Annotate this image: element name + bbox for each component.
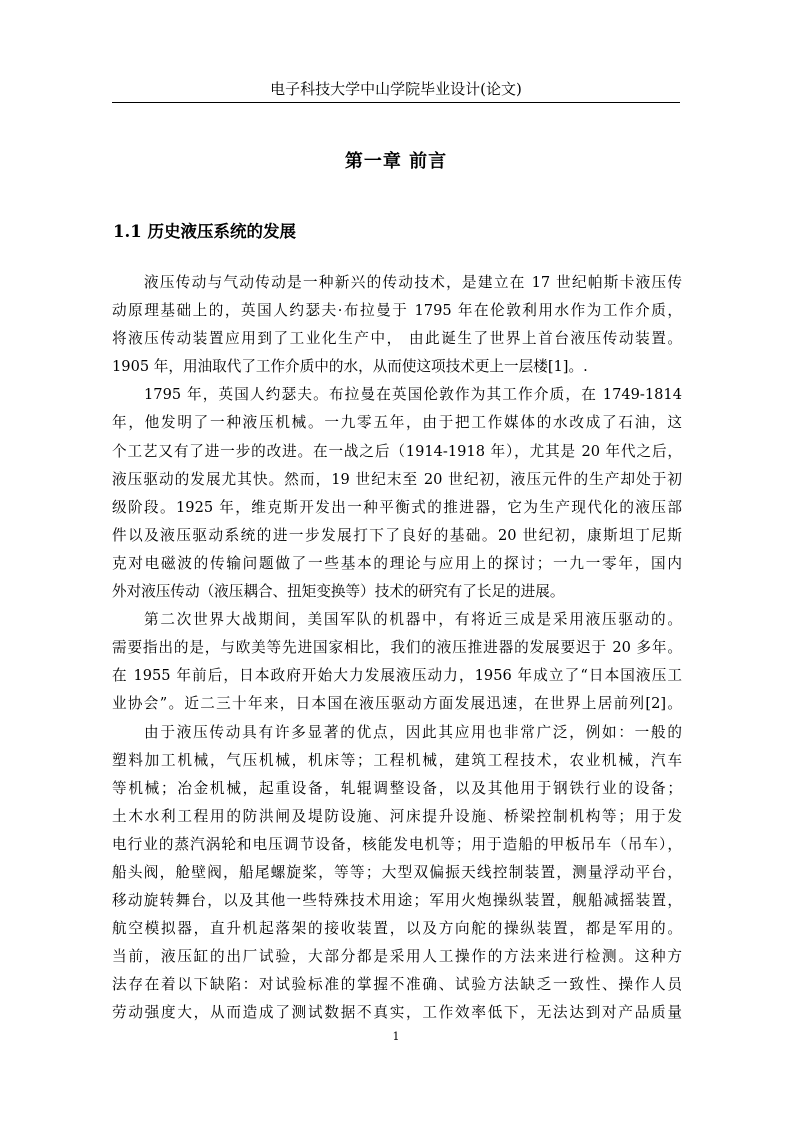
paragraph-1-line-4: 1905 年，用油取代了工作介质中的水，从而使这项技术更上一层楼[1]。. [112,358,588,376]
paragraph-2-line-2: 年，他发明了一种液压机械。一九零五年，由于把工作媒体的水改成了石油，这 [112,414,682,432]
paragraph-2-line-7: 克对电磁波的传输问题做了一些基本的理论与应用上的探讨；一九一零年，国内 [112,554,682,572]
paragraph-1-line-2: 动原理基础上的，英国人约瑟夫·布拉曼于 1795 年在伦敦利用水作为工作介质， [112,302,682,320]
paragraph-4-line-2: 塑料加工机械，气压机械，机床等；工程机械，建筑工程技术，农业机械，汽车 [112,751,682,769]
paragraph-3-line-4: 业协会”。近二三十年来，日本国在液压驱动方面发展迅速，在世界上居前列[2]。 [112,695,682,713]
paragraph-4-line-1: 由于液压传动具有许多显著的优点，因此其应用也非常广泛，例如：一般的 [144,723,682,741]
paragraph-2-line-1: 1795 年，英国人约瑟夫。布拉曼在英国伦敦作为其工作介质，在 1749-1814 [144,386,682,404]
paragraph-3-line-2: 需要指出的是，与欧美等先进国家相比，我们的液压推进器的发展要迟于 20 多年。 [112,639,682,657]
paragraph-4-line-10: 法存在着以下缺陷：对试验标准的掌握不准确、试验方法缺乏一致性、操作人员 [112,976,682,994]
chapter-title: 第一章 前言 [344,151,448,172]
header-divider [112,102,680,103]
paragraph-4-line-8: 航空模拟器，直升机起落架的接收装置，以及方向舵的操纵装置，都是军用的。 [112,920,682,938]
paragraph-4-line-11: 劳动强度大，从而造成了测试数据不真实，工作效率低下，无法达到对产品质量 [112,1004,682,1022]
paragraph-4-line-9: 当前，液压缸的出厂试验，大部分都是采用人工操作的方法来进行检测。这种方 [112,948,682,966]
running-header: 电子科技大学中山学院毕业设计(论文) [270,80,522,98]
paragraph-2-line-8: 外对液压传动（液压耦合、扭矩变换等）技术的研究有了长足的进展。 [112,583,565,601]
paragraph-2-line-4: 液压驱动的发展尤其快。然而，19 世纪末至 20 世纪初，液压元件的生产却处于初 [112,470,682,488]
body-text [112,269,682,1028]
paragraph-2-line-6: 件以及液压驱动系统的进一步发展打下了良好的基础。20 世纪初，康斯坦丁尼斯 [112,526,682,544]
page-number: 1 [392,1030,400,1043]
paragraph-3-line-1: 第二次世界大战期间，美国军队的机器中，有将近三成是采用液压驱动的。 [144,611,682,629]
paragraph-3-line-3: 在 1955 年前后，日本政府开始大力发展液压动力，1956 年成立了“日本国液压工 [112,667,682,685]
paragraph-2-line-5: 级阶段。1925 年，维克斯开发出一种平衡式的推进器，它为生产现代化的液压部 [112,498,682,516]
paragraph-4-line-5: 电行业的蒸汽涡轮和电压调节设备，核能发电机等；用于造船的甲板吊车（吊车）， [112,835,682,853]
paragraph-1-line-3: 将液压传动装置应用到了工业化生产中， 由此诞生了世界上首台液压传动装置。 [112,330,682,348]
section-title: 1.1 历史液压系统的发展 [113,222,296,241]
paragraph-1-line-1: 液压传动与气动传动是一种新兴的传动技术，是建立在 17 世纪帕斯卡液压传 [144,274,682,291]
paragraph-2-line-3: 个工艺又有了进一步的改进。在一战之后（1914-1918 年），尤其是 20 年代之后， [112,442,682,460]
paragraph-4-line-3: 等机械；冶金机械，起重设备，轧辊调整设备，以及其他用于钢铁行业的设备； [112,779,682,797]
paragraph-4-line-4: 土木水利工程用的防洪闸及堤防设施、河床提升设施、桥梁控制机构等；用于发 [112,807,682,825]
paragraph-4-line-7: 移动旋转舞台，以及其他一些特殊技术用途；军用火炮操纵装置，舰船减摇装置， [112,892,682,910]
paragraph-4-line-6: 船头阀，舱壁阀，船尾螺旋桨，等等；大型双偏振天线控制装置，测量浮动平台， [112,863,682,881]
